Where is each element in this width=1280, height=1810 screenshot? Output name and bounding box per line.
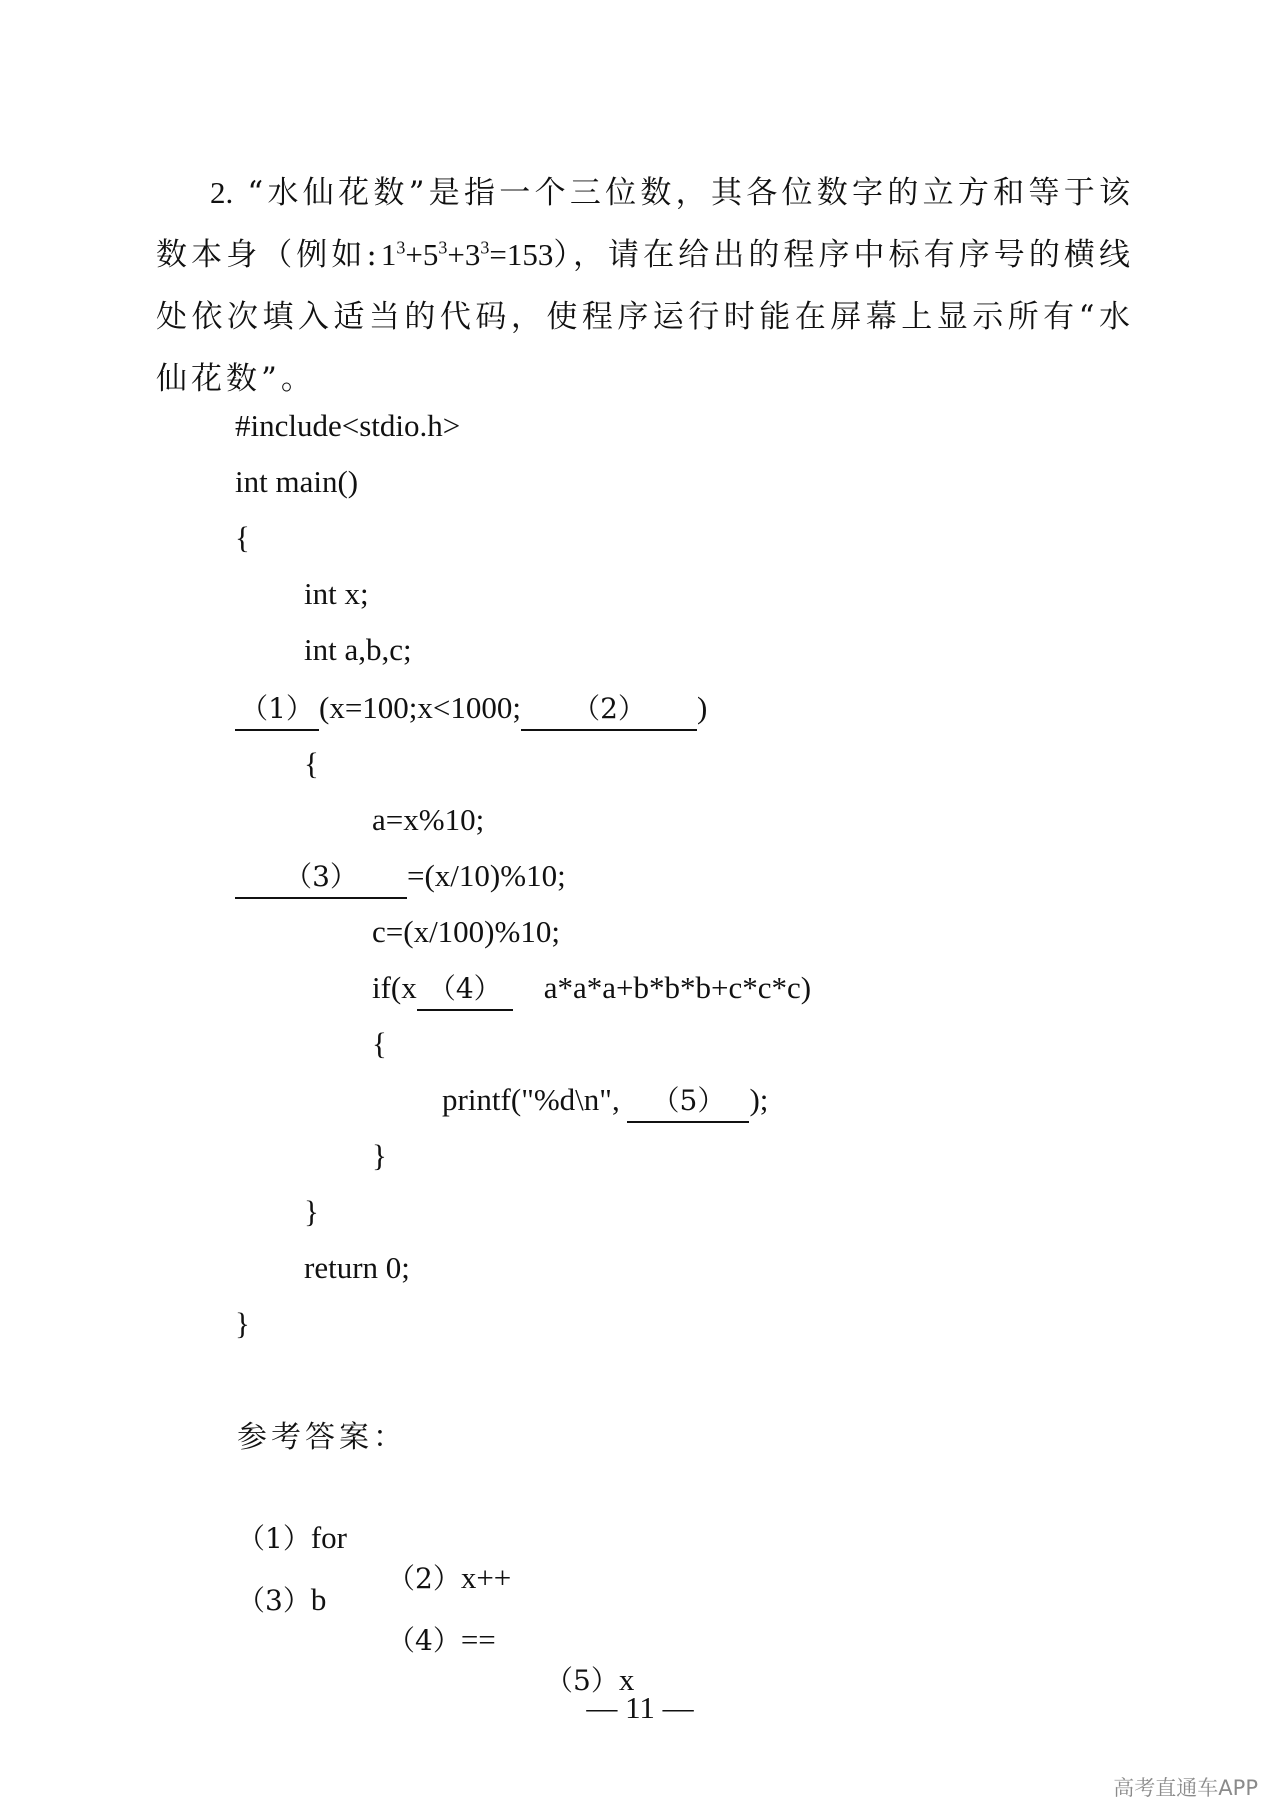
code-line-int-abc: int a,b,c; [304,632,412,667]
answer-2: （2）x++ [387,1560,512,1595]
example-formula: $1^3+5^3+3^3=153$ [380,237,554,272]
code-line-for-close-brace: } [304,1194,319,1229]
code-line-close-brace: } [235,1306,250,1341]
code-line-int-x: int x; [304,576,369,611]
blank-3: （3） [235,857,407,899]
code-line-return: return 0; [304,1250,410,1285]
code-line-c: c=(x/100)%10; [372,914,560,949]
code-line-if: if(x （4） a*a*a+b*b*b+c*c*c) [372,968,811,1008]
code-line-for: （1） (x=100;x<1000; （2） ) [235,688,707,728]
code-line-if-close-brace: } [372,1138,387,1173]
answer-1: （1）for [237,1520,347,1555]
blank-1: （1） [235,689,319,731]
answer-5: （5）x [545,1662,635,1697]
code-line-printf: printf("%d\n", （5） ); [442,1080,768,1120]
code-line-main: int main() [235,464,359,499]
answer-4: （4）== [387,1622,496,1657]
question-paragraph [156,162,1134,410]
code-line-b: （3） =(x/10)%10; [235,856,566,896]
blank-5: （5） [627,1081,749,1123]
blank-2: （2） [521,689,697,731]
answer-3: （3）b [237,1582,327,1617]
answers-title: 参考答案： [237,1420,407,1455]
code-line-inner-open-brace: { [304,746,319,781]
question-text-part1: “水仙花数”是指一个三位数，其各位数字的立方和等于该数本身（例如: [156,175,1134,273]
blank-4: （4） [417,969,513,1011]
watermark: 高考直通车APP [1113,1776,1258,1800]
page-number: — 11 — [586,1690,694,1725]
question-text-part2: ），请在给出的程序中标有序号的横线处依次填入适当的代码，使程序运行时能在屏幕上显示所有“水仙花数”。 [156,237,1135,397]
code-line-if-open-brace: { [372,1026,387,1061]
code-line-a: a=x%10; [372,802,485,837]
code-line-include: #include<stdio.h> [235,408,461,443]
code-line-open-brace: { [235,520,250,555]
question-number: 2. [210,175,234,210]
